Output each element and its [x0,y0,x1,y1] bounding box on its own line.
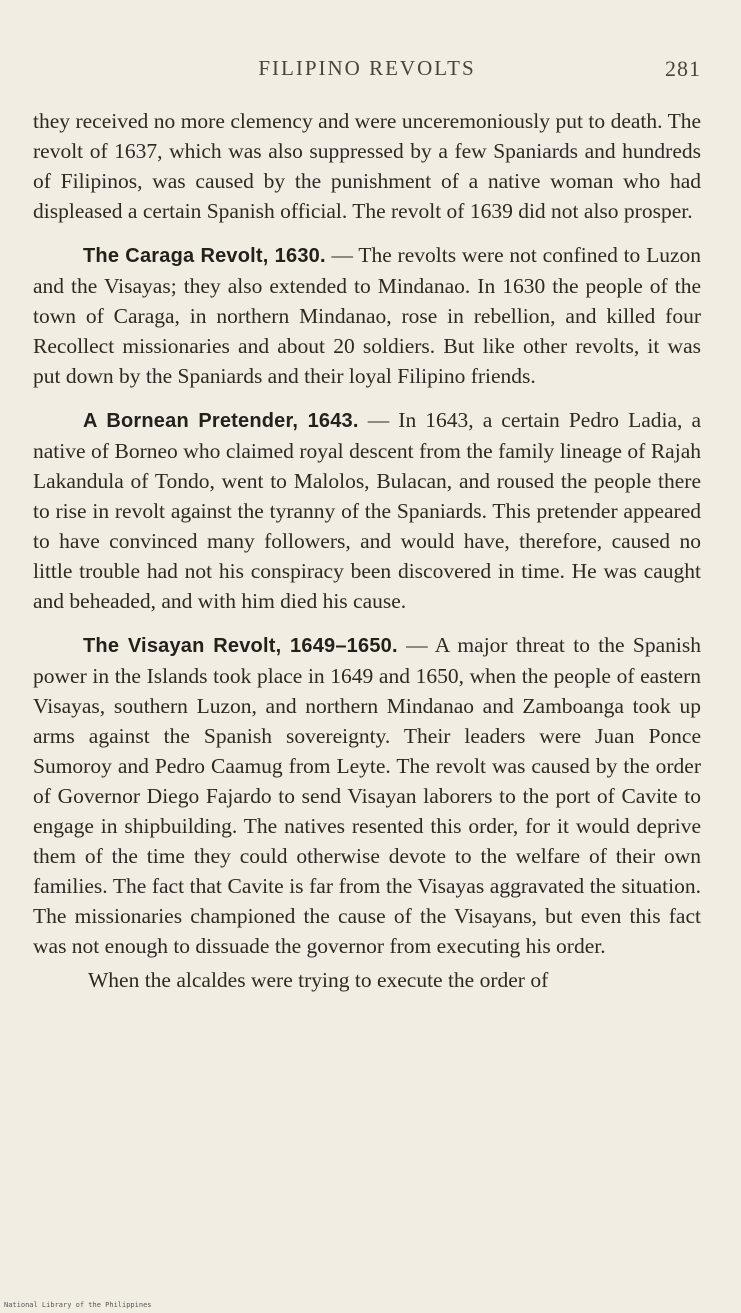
paragraph-caraga-revolt [33,240,701,391]
running-head: FILIPINO REVOLTS [258,56,476,80]
paragraph-text: The revolts were not confined to Luzon and the Visayas; they also extended to Mindanao. In 1630 the people of the town of Caraga, in northern Mindanao, rose in rebellion, and killed four Recollect missionaries and about 20 soldiers. But like other revolts, it was put down by the Spaniards and their loyal Filipino friends. [33,243,701,388]
section-heading-caraga: The Caraga Revolt, 1630. [83,245,326,267]
heading-dash: — [397,633,435,657]
body-text [33,106,701,995]
paragraph-text: When the alcaldes were trying to execute the order of [88,968,549,992]
paragraph-alcaldes [33,965,701,995]
heading-dash: — [358,408,399,432]
paragraph-text: A major threat to the Spanish power in the Islands took place in 1649 and 1650, when the people of eastern Visayas, southern Luzon, and northern Mindanao and Zamboanga took up arms against the Spanish sovereignty. Their leaders were Juan Ponce Sumoroy and Pedro Caamug from Leyte. The revolt was caused by the order of Governor Diego Fajardo to send Visayan laborers to the port of Cavite to engage in shipbuilding. The natives resented this order, for it would deprive them of the time they could otherwise devote to the welfare of their own families. The fact that Cavite is far from the Visayas aggravated the situation. The missionaries championed the cause of the Visayans, but even this fact was not enough to dissuade the governor from executing his order. [33,633,701,958]
page-header [33,56,701,96]
library-credit: National Library of the Philippines [4,1301,152,1309]
paragraph-continuation [33,106,701,226]
section-heading-bornean: A Bornean Pretender, 1643. [83,410,359,432]
heading-dash: — [325,243,359,267]
paragraph-text: they received no more clemency and were unceremoniously put to death. The revolt of 1637, which was also suppressed by a few Spaniards and hundreds of Filipinos, was caused by the punishment of a native woman who had displeased a certain Spanish official. The revolt of 1639 did not also prosper. [33,109,701,223]
section-heading-visayan: The Visayan Revolt, 1649–1650. [83,635,398,657]
paragraph-visayan-revolt [33,630,701,961]
paragraph-bornean-pretender [33,405,701,616]
paragraph-text: In 1643, a certain Pedro Ladia, a native of Borneo who claimed royal descent from the family lineage of Rajah Lakandula of Tondo, went to Malolos, Bulacan, and roused the people there to rise in revolt against the tyranny of the Spaniards. This pretender appeared to have convinced many followers, and would have, therefore, caused no little trouble had not his conspiracy been discovered in time. He was caught and beheaded, and with him died his cause. [33,408,701,613]
page-number: 281 [665,56,701,81]
